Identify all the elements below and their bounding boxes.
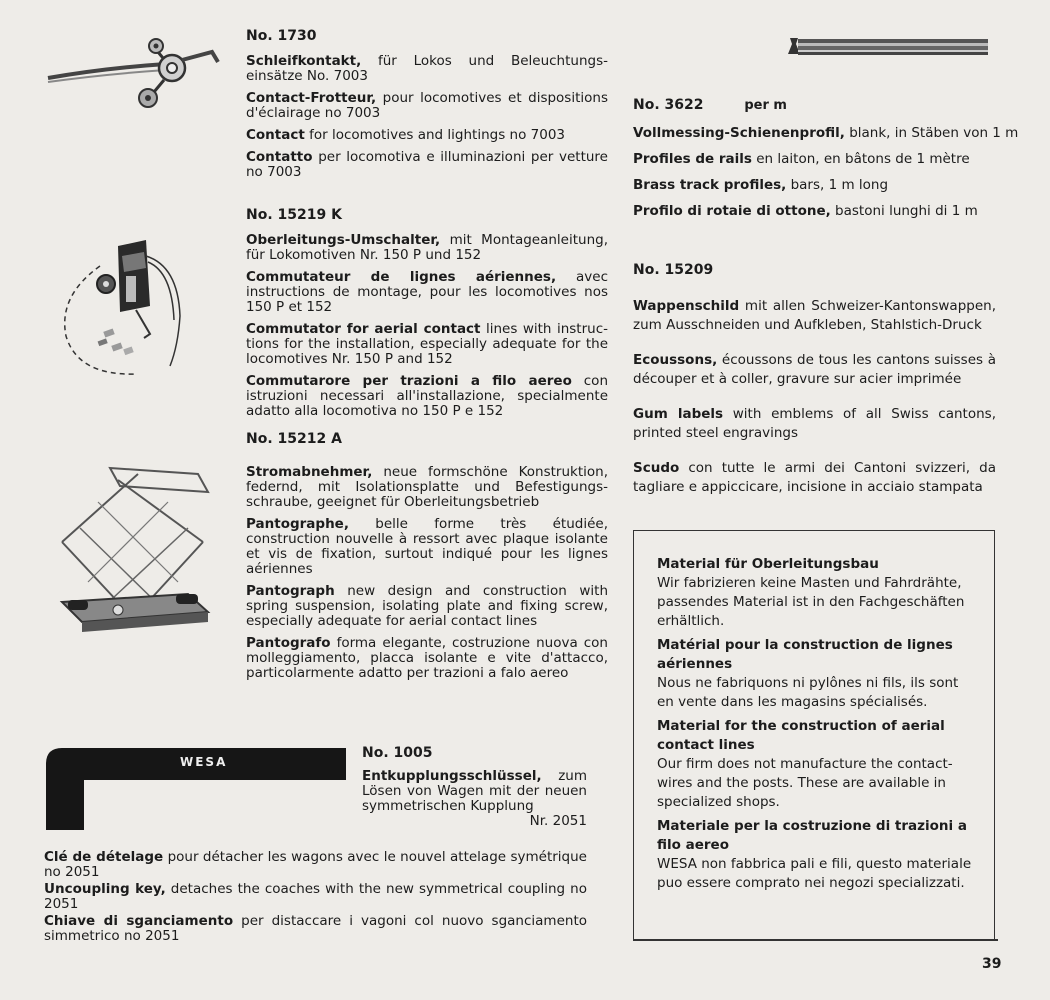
desc-de-nr: Nr. 2051: [529, 813, 587, 829]
item-number: No. 1005: [362, 745, 433, 761]
notice-heading-de: Material für Oberleitungsbau: [657, 556, 879, 572]
item-number: No. 1730: [246, 28, 317, 44]
desc-en: Gum labels with emblems of all Swiss cantons, printed steel engravings: [633, 406, 996, 441]
notice-text-fr: Nous ne fabriquons ni pylônes ni fils, ils sont en vente dans les magasins spécialisés.: [657, 675, 959, 710]
item-number: No. 15219 K: [246, 207, 342, 223]
notice-heading-en: Material for the construction of aerial contact lines: [657, 718, 945, 753]
desc-de: Entkupplungsschlüssel, zum Lösen von Wagen mit der neuen symmetrischen Kupplung: [362, 768, 587, 814]
aerial-material-notice: [657, 555, 975, 898]
item-15212: [246, 431, 608, 688]
desc-de: Oberleitungs-Umschalter, mit Montageanleitung, für Lokomotiven Nr. 150 P und 152: [246, 232, 608, 263]
pantograph-illustration: [58, 462, 213, 642]
item-1730: [246, 28, 608, 187]
desc-it: Contatto per locomotiva e illuminazioni per vetture no 7003: [246, 149, 608, 180]
page-number: 39: [982, 956, 1002, 972]
item-1005-other-languages: [44, 850, 587, 944]
desc-it: Pantografo forma elegante, costruzione nuova con molleggiamento, placca isolante e vite d'attacco, particolarmente adatto per trazioni a falo aereo: [246, 635, 608, 681]
aerial-commutator-illustration: [58, 236, 198, 381]
item-number: No. 15209: [633, 262, 714, 278]
desc-de: Stromabnehmer, neue formschöne Konstruktion, federnd, mit Isolationsplatte und Befestigungsschraube, geeignet für Oberleitungsbetrieb: [246, 464, 608, 510]
price-unit: per m: [744, 98, 787, 113]
desc-fr: Commutateur de lignes aériennes, avec instructions de montage, pour les locomotives nos 150 P et 152: [246, 269, 609, 315]
notice-text-de: Wir fabrizieren keine Masten und Fahrdrähte, passendes Material ist in den Fachgeschäften erhältlich.: [657, 575, 965, 629]
desc-it: Scudo con tutte le armi dei Cantoni svizzeri, da tagliare e appiccicare, incisione in acciaio stampata: [633, 460, 996, 495]
desc-de: Wappenschild mit allen Schweizer-Kantonswappen, zum Ausschneiden und Aufkleben, Stahlstich-Druck: [633, 298, 996, 333]
item-number: No. 15212 A: [246, 431, 342, 447]
item-15219: [246, 207, 608, 426]
desc-en: Contact for locomotives and lightings no 7003: [246, 127, 565, 143]
desc-fr: Clé de dételage pour détacher les wagons avec le nouvel attelage symétrique no 2051: [44, 849, 587, 880]
notice-text-en: Our firm does not manufacture the contactwires and the posts. These are available in specialized shops.: [657, 756, 953, 810]
notice-text-it: WESA non fabbrica pali e fili, questo materiale puo essere comprato nei negozi specializzati.: [657, 856, 972, 891]
notice-heading-fr: Matérial pour la construction de lignes aériennes: [657, 637, 953, 672]
item-number: No. 3622 per m: [633, 97, 787, 113]
desc-de: Schleifkontakt, für Lokos und Beleuchtungseinsätze No. 7003: [246, 53, 608, 84]
desc-it: Profilo di rotaie di ottone, bastoni lunghi di 1 m: [633, 203, 978, 219]
item-1005: [362, 745, 587, 829]
desc-fr: Pantographe, belle forme très étudiée, construction nouvelle à ressort avec plaque isolante et vis de fixation, surtout indiqué pour les lignes aériennes: [246, 516, 608, 577]
desc-it: Commutarore per trazioni a filo aereo con istruzioni necessari all'installazione, specialmente adatto alla locomotiva no 150 P e 152: [246, 373, 608, 419]
desc-en: Commutator for aerial contact lines with instructions for the installation, especially adequate for the locomotives Nr. 150 P and 152: [246, 321, 608, 367]
item-3622: [633, 97, 1019, 219]
item-15209: [633, 262, 996, 497]
desc-it: Chiave di sganciamento per distaccare i vagoni col nuovo sganciamento simmetrico no 2051: [44, 913, 587, 944]
desc-de: Vollmessing-Schienenprofil, blank, in Stäben von 1 m: [633, 125, 1019, 141]
desc-fr: Contact-Frotteur, pour locomotives et dispositions d'éclairage no 7003: [246, 90, 608, 121]
desc-en: Pantograph new design and construction with spring suspension, isolating plate and fixing screw, especially adequate for aerial contact lines: [246, 583, 608, 629]
notice-heading-it: Materiale per la costruzione di trazioni a filo aereo: [657, 818, 967, 853]
box-bottom-rule: [633, 939, 998, 941]
wesa-label: WESA: [180, 755, 228, 769]
rail-profile-illustration: [782, 34, 992, 60]
desc-fr: Profiles de rails en laiton, en bâtons de 1 mètre: [633, 151, 970, 167]
sliding-contact-illustration: [46, 34, 236, 114]
desc-fr: Ecoussons, écoussons de tous les cantons suisses à découper et à coller, gravure sur acier imprimée: [633, 352, 996, 387]
desc-en: Uncoupling key, detaches the coaches with the new symmetrical coupling no 2051: [44, 881, 587, 912]
desc-en: Brass track profiles, bars, 1 m long: [633, 177, 889, 193]
